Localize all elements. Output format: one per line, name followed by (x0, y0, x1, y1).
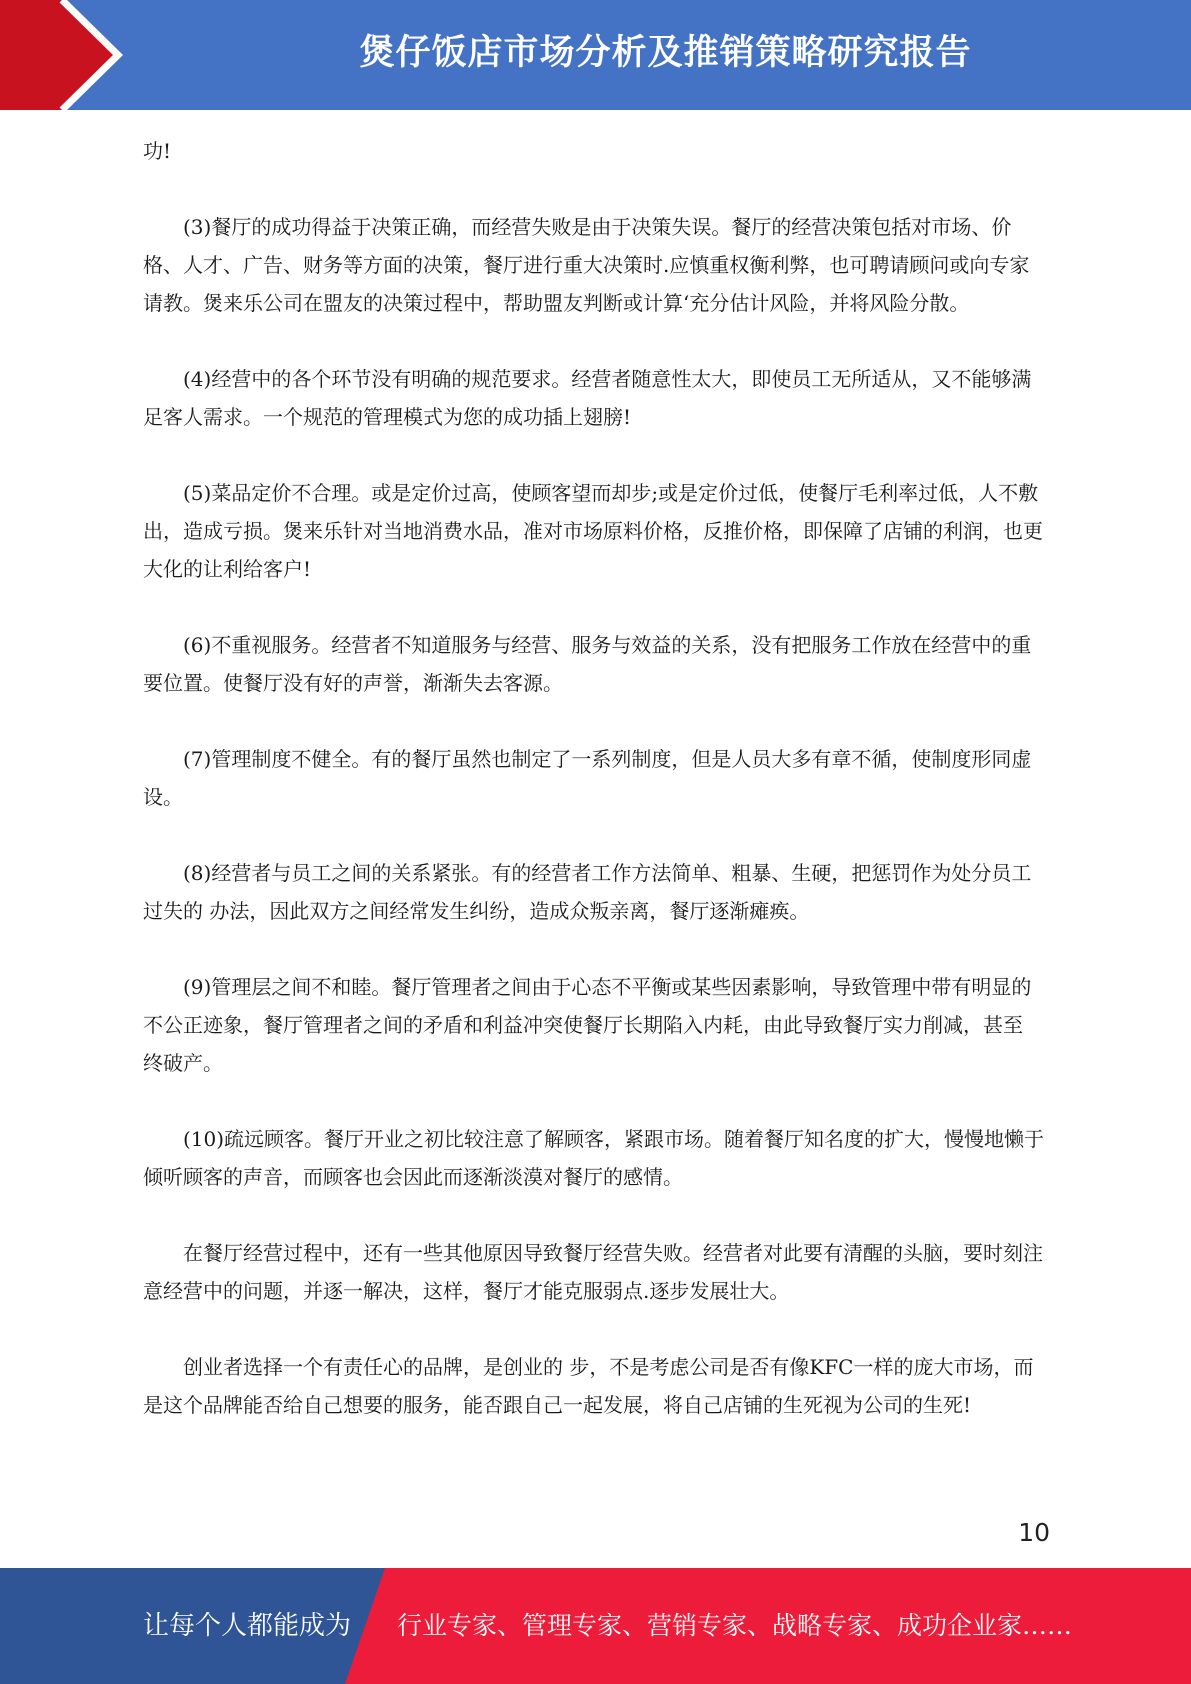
body-paragraph: (10)疏远顾客。餐厅开业之初比较注意了解顾客，紧跟市场。随着餐厅知名度的扩大，慢慢地懒于倾听顾客的声音，而顾客也会因此而逐渐淡漠对餐厅的感情。 (143, 1127, 1045, 1189)
body-paragraph: (6)不重视服务。经营者不知道服务与经营、服务与效益的关系，没有把服务工作放在经营中的重要位置。使餐厅没有好的声誉，渐渐失去客源。 (143, 633, 1032, 695)
header-arrow-decoration (0, 0, 160, 110)
page-footer (0, 1568, 1191, 1684)
page-title: 煲仔饭店市场分析及推销策略研究报告 (359, 33, 972, 73)
body-paragraph: (3)餐厅的成功得益于决策正确，而经营失败是由于决策失误。餐厅的经营决策包括对市场、价格、人才、广告、财务等方面的决策，餐厅进行重大决策时.应慎重权衡利弊，也可聘请顾问或向专家请教。煲来乐公司在盟友的决策过程中，帮助盟友判断或计算‘充分估计风险，并将风险分散。 (143, 215, 1030, 315)
body-paragraph: 创业者选择一个有责任心的品牌，是创业的 步，不是考虑公司是否有像KFC一样的庞大市场，而是这个品牌能否给自己想要的服务，能否跟自己一起发展，将自己店铺的生死视为公司的生死! (143, 1355, 1034, 1417)
page-header (0, 0, 1191, 110)
body-paragraph: (4)经营中的各个环节没有明确的规范要求。经营者随意性太大，即使员工无所适从，又不能够满足客人需求。一个规范的管理模式为您的成功插上翅膀! (143, 367, 1032, 429)
document-body (143, 132, 1048, 1462)
body-paragraph: (5)菜品定价不合理。或是定价过高，使顾客望而却步;或是定价过低，使餐厅毛利率过低，人不敷出，造成亏损。煲来乐针对当地消费水品，准对市场原料价格，反推价格，即保障了店铺的利润，也更大化的让利给客户! (143, 481, 1043, 581)
footer-slogan-left: 让每个人都能成为 (143, 1611, 352, 1641)
body-paragraph: 功! (143, 139, 172, 163)
body-paragraph: (7)管理制度不健全。有的餐厅虽然也制定了一系列制度，但是人员大多有章不循，使制度形同虚设。 (143, 747, 1032, 809)
footer-slogan-right: 行业专家、管理专家、营销专家、战略专家、成功企业家…… (397, 1611, 1073, 1640)
body-paragraph: 在餐厅经营过程中，还有一些其他原因导致餐厅经营失败。经营者对此要有清醒的头脑，要时刻注意经营中的问题，并逐一解决，这样，餐厅才能克服弱点.逐步发展壮大。 (143, 1241, 1043, 1303)
body-paragraph: (9)管理层之间不和睦。餐厅管理者之间由于心态不平衡或某些因素影响，导致管理中带有明显的不公正迹象，餐厅管理者之间的矛盾和利益冲突使餐厅长期陷入内耗，由此导致餐厅实力削减，甚至 终破产。 (143, 975, 1032, 1075)
page-number: 10 (1018, 1518, 1050, 1547)
body-paragraph: (8)经营者与员工之间的关系紧张。有的经营者工作方法简单、粗暴、生硬，把惩罚作为处分员工过失的 办法，因此双方之间经常发生纠纷，造成众叛亲离，餐厅逐渐瘫痪。 (143, 861, 1032, 923)
